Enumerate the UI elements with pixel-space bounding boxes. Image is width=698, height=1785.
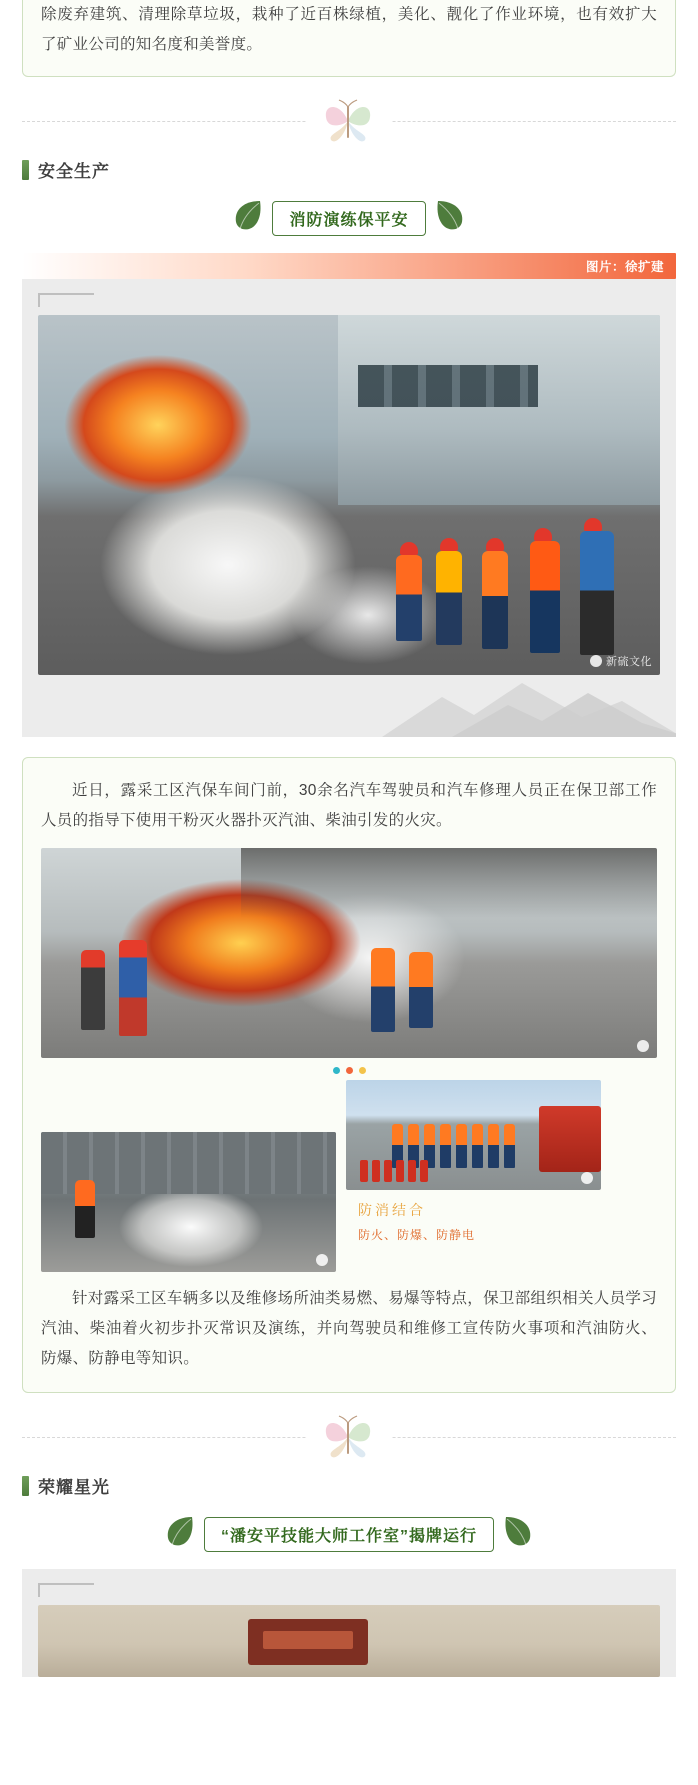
photo-extinguishers: [360, 1160, 428, 1182]
section-title-honor: [22, 1473, 676, 1498]
headline-honor: [0, 1514, 698, 1555]
hero-photo-fire-drill: [38, 315, 660, 675]
article-photo-lineup: [346, 1080, 601, 1190]
photo-watermark: [637, 1040, 649, 1052]
section-divider-1: [22, 91, 676, 151]
leaf-left-icon: [230, 198, 264, 239]
intro-continued-text: 除废弃建筑、清理除草垃圾，栽种了近百株绿植，美化、靓化了作业环境，也有效扩大了矿业公司的知名度和美誉度。: [41, 6, 657, 53]
headline-safety: [0, 198, 698, 239]
photo-person: [75, 1180, 95, 1238]
leaf-right-icon: [434, 198, 468, 239]
section-accent-bar: [22, 160, 29, 180]
photo-carousel-dots[interactable]: [41, 1058, 657, 1080]
watermark-logo-icon: [637, 1040, 649, 1052]
photo-row: [41, 1080, 657, 1272]
butterfly-icon: [306, 1409, 392, 1465]
frame-corner-decoration: [38, 293, 94, 307]
leaf-right-icon: [502, 1514, 536, 1555]
photo-smoke: [241, 848, 657, 918]
photo-watermark: [590, 653, 652, 669]
photo-fire-truck: [539, 1106, 601, 1172]
safety-paragraph-2: 针对露采工区车辆多以及维修场所油类易燃、易爆等特点，保卫部组织相关人员学习汽油、柴油着火初步扑灭常识及演练，并向驾驶员和维修工宣传防火事项和汽油防火、防爆、防静电等知识。: [41, 1290, 657, 1367]
photo-credit-bar: [22, 253, 676, 279]
photo-workers-group: [390, 455, 640, 655]
photo-watermark: [581, 1172, 593, 1184]
leaf-left-icon: [162, 1514, 196, 1555]
photo-credit-text: 图片：徐扩建: [585, 260, 664, 274]
article-photo-smoke: [41, 1132, 336, 1272]
carousel-dot-1[interactable]: [333, 1067, 340, 1074]
carousel-dot-2[interactable]: [346, 1067, 353, 1074]
section-accent-bar: [22, 1476, 29, 1496]
ink-mountain-decoration: [22, 675, 676, 737]
section-title-text: 安全生产: [38, 162, 110, 181]
section-divider-2: [22, 1407, 676, 1467]
hero-photo-panel: [22, 279, 676, 737]
watermark-logo-icon: [581, 1172, 593, 1184]
butterfly-icon: [306, 93, 392, 149]
headline-honor-text: “潘安平技能大师工作室”揭牌运行: [204, 1517, 494, 1552]
photo-watermark: [316, 1254, 328, 1266]
headline-safety-text: 消防演练保平安: [272, 201, 425, 236]
honor-photo-ceremony: [38, 1605, 660, 1677]
watermark-logo-icon: [316, 1254, 328, 1266]
intro-continued-box: [22, 0, 676, 77]
watermark-logo-icon: [590, 655, 602, 667]
carousel-dot-3[interactable]: [359, 1067, 366, 1074]
safety-article-box: [22, 757, 676, 1393]
article-photo-fire: [41, 848, 657, 1058]
safety-paragraph-1: 近日，露采工区汽保车间门前，30余名汽车驾驶员和汽车修理人员正在保卫部工作人员的指导下使用干粉灭火器扑灭汽油、柴油引发的火灾。: [41, 782, 657, 829]
frame-corner-decoration: [38, 1583, 94, 1597]
caption-title: 防消结合: [358, 1202, 426, 1218]
section-title-text: 荣耀星光: [38, 1478, 110, 1497]
photo-caption: [346, 1190, 601, 1243]
section-title-safety: [22, 157, 676, 182]
watermark-text: 新硫文化: [606, 656, 652, 668]
honor-photo-panel: [22, 1569, 676, 1677]
caption-subtitle: 防火、防爆、防静电: [358, 1228, 476, 1242]
